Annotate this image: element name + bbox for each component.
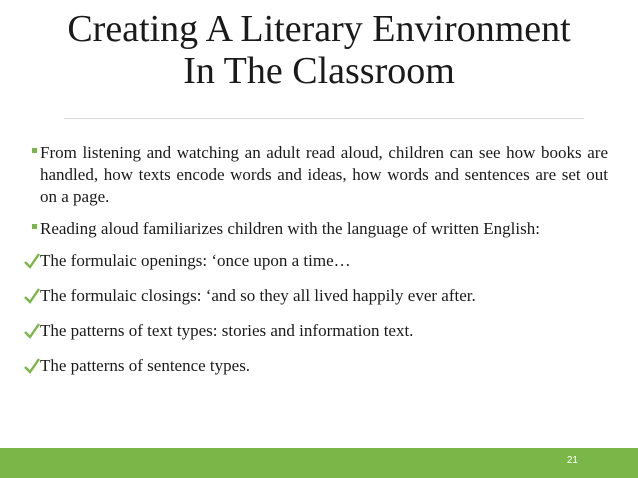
footer-bar (0, 448, 638, 478)
check-text: The patterns of sentence types. (40, 356, 251, 375)
slide-title (0, 8, 638, 92)
bullet-item (24, 218, 608, 240)
square-bullet-icon (32, 224, 37, 229)
check-text: The formulaic openings: ‘once upon a time… (40, 251, 351, 270)
checkmark-icon (24, 322, 40, 340)
checkmark-icon (24, 357, 40, 375)
bullet-text: From listening and watching an adult read aloud, children can see how books are handled, how texts encode words and ideas, how words and sentences are set out on a page. (40, 143, 608, 206)
check-item (24, 285, 608, 307)
checkmark-icon (24, 252, 40, 270)
title-line-2: In The Classroom (183, 50, 455, 92)
bullet-item (24, 142, 608, 208)
check-item (24, 320, 608, 342)
check-text: The patterns of text types: stories and information text. (40, 321, 414, 340)
check-item (24, 250, 608, 272)
page-number: 21 (566, 455, 578, 466)
check-text: The formulaic closings: ‘and so they all lived happily ever after. (40, 286, 476, 305)
title-line-1: Creating A Literary Environment (67, 8, 571, 50)
bullet-text: Reading aloud familiarizes children with the language of written English: (40, 219, 540, 238)
slide-body (24, 142, 608, 390)
checkmark-icon (24, 287, 40, 305)
title-divider (64, 118, 584, 119)
square-bullet-icon (32, 148, 37, 153)
check-item (24, 355, 608, 377)
